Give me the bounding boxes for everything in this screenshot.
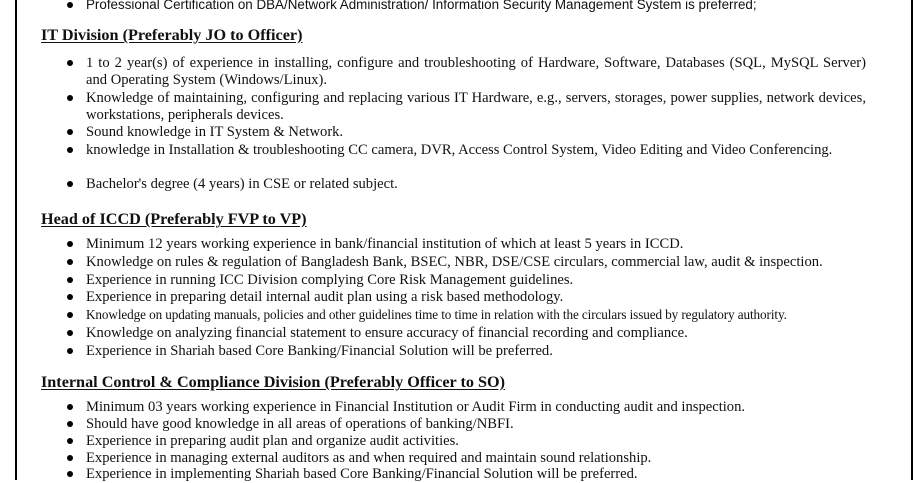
- list-item: Minimum 12 years working experience in bank/financial institution of which at least 5 years in ICCD.: [86, 236, 866, 253]
- list-item: Experience in managing external auditors as and when required and maintain sound relationship.: [86, 450, 866, 467]
- list-item: Experience in preparing detail internal audit plan using a risk based methodology.: [86, 289, 866, 306]
- list-item: Sound knowledge in IT System & Network.: [86, 124, 866, 141]
- bullet-icon: [67, 404, 73, 410]
- list-item: Knowledge on rules & regulation of Bangladesh Bank, BSEC, NBR, DSE/CSE circulars, commercial law, audit & inspection.: [86, 254, 866, 271]
- list-item: Bachelor's degree (4 years) in CSE or related subject.: [86, 176, 866, 193]
- bullet-icon: [67, 438, 73, 444]
- list-item: knowledge in Installation & troubleshooting CC camera, DVR, Access Control System, Video Editing and Video Conferencing.: [86, 142, 866, 159]
- bullet-icon: [67, 277, 73, 283]
- bullet-icon: [67, 455, 73, 461]
- bullet-icon: [67, 2, 73, 8]
- list-item: Experience in Shariah based Core Banking/Financial Solution will be preferred.: [86, 343, 866, 360]
- section-heading-it-division: IT Division (Preferably JO to Officer): [41, 26, 303, 44]
- list-item: Professional Certification on DBA/Network Administration/ Information Security Management System is preferred;: [86, 0, 866, 14]
- bullet-icon: [67, 147, 73, 153]
- list-item: Experience in running ICC Division complying Core Risk Management guidelines.: [86, 272, 866, 289]
- page-border-right: [911, 0, 913, 480]
- bullet-icon: [67, 421, 73, 427]
- bullet-icon: [67, 312, 73, 318]
- list-item: Knowledge of maintaining, configuring and replacing various IT Hardware, e.g., servers, storages, power supplies, network devices, workstations, peripherals devices.: [86, 90, 866, 123]
- list-item: Knowledge on analyzing financial statement to ensure accuracy of financial recording and compliance.: [86, 325, 866, 342]
- bullet-icon: [67, 129, 73, 135]
- section-heading-head-of-iccd: Head of ICCD (Preferably FVP to VP): [41, 210, 307, 228]
- list-item: Minimum 03 years working experience in Financial Institution or Audit Firm in conducting audit and inspection.: [86, 399, 866, 416]
- bullet-icon: [67, 294, 73, 300]
- bullet-icon: [67, 95, 73, 101]
- section-heading-internal-control: Internal Control & Compliance Division (Preferably Officer to SO): [41, 373, 505, 391]
- bullet-icon: [67, 241, 73, 247]
- bullet-icon: [67, 259, 73, 265]
- list-item: Experience in preparing audit plan and organize audit activities.: [86, 433, 866, 450]
- bullet-icon: [67, 348, 73, 354]
- list-item: 1 to 2 year(s) of experience in installing, configure and troubleshooting of Hardware, Software, Databases (SQL, MySQL Server) and Operating System (Windows/Linux).: [86, 55, 866, 88]
- bullet-icon: [67, 330, 73, 336]
- list-item: Knowledge on updating manuals, policies and other guidelines time to time in relation with the circulars issued by regulatory authority.: [86, 307, 866, 324]
- bullet-icon: [67, 471, 73, 477]
- bullet-icon: [67, 60, 73, 66]
- bullet-icon: [67, 181, 73, 187]
- list-item: Should have good knowledge in all areas of operations of banking/NBFI.: [86, 416, 866, 433]
- list-item: Experience in implementing Shariah based Core Banking/Financial Solution will be preferred.: [86, 466, 866, 483]
- page-border-left: [15, 0, 17, 480]
